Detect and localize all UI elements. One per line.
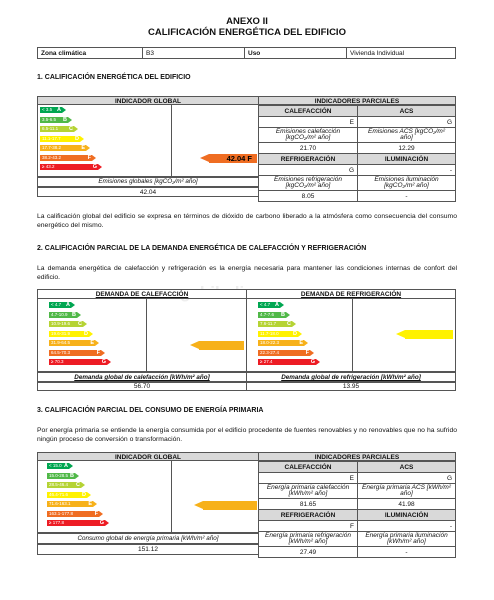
scale-letter: D <box>82 491 86 498</box>
scale-arrow-g <box>49 359 107 365</box>
scale-range: 163.1-177.8 <box>49 510 74 516</box>
scale-range: < 4.7 <box>51 302 62 307</box>
scale-range: 7.6-11.7 <box>260 321 277 326</box>
scale-range: 64.5-70.3 <box>51 349 71 355</box>
s3-acs-letter: G <box>358 473 456 484</box>
scale-range: 18.0-22.3 <box>260 340 280 345</box>
scale-range: ≥ 27.4 <box>260 359 273 364</box>
s3-ilu-letter: - <box>358 521 456 532</box>
s3-parciales-header: INDICADORES PARCIALES <box>258 452 456 461</box>
scale-range: 28.5-46.4 <box>49 482 69 487</box>
scale-range: 4.7-7.6 <box>260 311 275 317</box>
s3-ref-letter: F <box>259 521 358 532</box>
scale-arrow-c <box>258 321 292 327</box>
scale-arrow-d <box>40 136 80 142</box>
section-1-title: 1. CALIFICACIÓN ENERGÉTICA DEL EDIFICIO <box>37 74 191 81</box>
s2-cal-label: Demanda global de calefacción [kWh/m² año] <box>74 374 210 381</box>
s1-cal-label: Emisiones calefacción [kgCO₂/m² año] <box>259 128 358 143</box>
s1-cal-title: CALEFACCIÓN <box>259 106 358 117</box>
scale-letter: G <box>101 359 106 365</box>
scale-arrow-d <box>47 492 87 498</box>
scale-letter: G <box>310 359 315 365</box>
s3-ref-title: REFRIGERACIÓN <box>259 510 358 521</box>
scale-arrow-e <box>258 340 304 346</box>
s3-global-value: 151.12 <box>138 546 158 553</box>
scale-letter: D <box>75 135 79 142</box>
scale-range: < 4.7 <box>260 302 271 307</box>
s1-acs-title: ACS <box>358 106 456 117</box>
scale-arrow-c <box>49 321 83 327</box>
scale-range: < 3.5 <box>42 107 53 112</box>
s3-global-header: INDICADOR GLOBAL <box>37 452 259 461</box>
scale-letter: E <box>88 501 92 507</box>
s3-global-label: Consumo global de energía primaria [kWh/m² año] <box>77 535 219 542</box>
scale-arrow-g <box>258 359 316 365</box>
scale-letter: E <box>90 340 94 346</box>
scale-arrow-g <box>47 520 105 526</box>
s1-acs-letter: G <box>358 117 456 128</box>
zona-value: B3 <box>143 48 245 59</box>
s1-acs-value: 12.29 <box>358 143 456 154</box>
scale-arrow-b <box>258 312 286 318</box>
scale-letter: B <box>281 311 285 318</box>
s1-parciales-header: INDICADORES PARCIALES <box>258 96 456 105</box>
s3-parciales-table <box>258 461 456 558</box>
scale-letter: F <box>96 349 100 356</box>
s1-ilu-title: ILUMINACIÓN <box>358 154 456 165</box>
info-table <box>37 47 456 59</box>
scale-range: ≥ 177.8 <box>49 520 64 525</box>
scale-range: 6.5-11.1 <box>42 126 59 131</box>
scale-range: 3.5-6.5 <box>42 116 57 122</box>
scale-letter: C <box>78 321 82 327</box>
s1-ilu-label: Emisiones iluminación [kgCO₂/m² año] <box>358 176 456 191</box>
scale-range: 31.9-64.5 <box>51 340 71 345</box>
scale-letter: B <box>70 472 74 479</box>
s2-ref-value: 13.95 <box>342 383 360 390</box>
s1-global-label: Emisiones globales [kgCO₂/m² año] <box>98 178 198 185</box>
s3-cal-title: CALEFACCIÓN <box>259 462 358 473</box>
document-title: CALIFICACIÓN ENERGÉTICA DEL EDIFICIO <box>148 27 346 38</box>
scale-range: 10.9-19.6 <box>51 321 71 326</box>
s2-cal-header: DEMANDA DE CALEFACCIÓN <box>37 289 247 298</box>
annex-title: ANEXO II <box>226 16 268 27</box>
s3-ilu-label: Energía primaria iluminación [kWh/m² año] <box>358 532 456 547</box>
scale-arrow-d <box>49 331 89 337</box>
s3-rating-marker: 151.12 E <box>203 501 257 510</box>
scale-letter: A <box>66 302 70 308</box>
section-2-title: 2. CALIFICACIÓN PARCIAL DE LA DEMANDA ENERGÉTICA DE CALEFACCIÓN Y REFRIGERACIÓN <box>37 245 367 252</box>
scale-range: 11.1-17.7 <box>42 135 61 141</box>
scale-range: 71.6-163.1 <box>49 501 71 506</box>
s3-cal-letter: E <box>259 473 358 484</box>
s1-ref-letter: G <box>259 165 358 176</box>
scale-arrow-e <box>47 501 93 507</box>
scale-letter: C <box>76 482 80 488</box>
s3-acs-value: 41.98 <box>358 499 456 510</box>
uso-value: Vivienda Individual <box>347 48 456 59</box>
scale-arrow-f <box>258 350 310 356</box>
s2-ref-rating-marker: 13.95 D <box>405 330 453 339</box>
scale-range: 15.0-28.5 <box>49 472 69 478</box>
scale-arrow-b <box>49 312 77 318</box>
scale-letter: B <box>72 311 76 318</box>
s1-parciales-table <box>258 105 456 202</box>
scale-arrow-f <box>47 511 99 517</box>
s1-cal-value: 21.70 <box>259 143 358 154</box>
zona-label: Zona climática <box>38 48 143 59</box>
scale-range: 46.4-71.6 <box>49 491 69 497</box>
scale-arrow-a <box>47 463 69 469</box>
s1-note: La calificación global del edificio se expresa en términos de dióxido de carbono liberado a la atmósfera como consecuencia del consumo energético del mismo. <box>37 213 457 229</box>
scale-letter: F <box>87 154 91 161</box>
scale-letter: E <box>81 145 85 151</box>
scale-letter: F <box>305 349 309 356</box>
s1-global-header: INDICADOR GLOBAL <box>37 96 259 105</box>
s3-ilu-value: - <box>358 547 456 558</box>
s1-acs-label: Emisiones ACS [kgCO₂/m² año] <box>358 128 456 143</box>
scale-arrow-f <box>40 155 92 161</box>
s1-ilu-letter: - <box>358 165 456 176</box>
s2-cal-rating-marker: 56.7 E <box>199 341 244 350</box>
scale-letter: A <box>57 107 61 113</box>
scale-arrow-f <box>49 350 101 356</box>
scale-range: ≥ 43.2 <box>42 164 55 169</box>
s1-cal-letter: E <box>259 117 358 128</box>
s3-ref-label: Energía primaria refrigeración [kWh/m² año] <box>259 532 358 547</box>
s3-cal-value: 81.65 <box>259 499 358 510</box>
scale-letter: C <box>287 321 291 327</box>
scale-letter: D <box>293 330 297 337</box>
scale-letter: B <box>63 116 67 123</box>
scale-arrow-c <box>40 126 74 132</box>
scale-range: ≥ 70.3 <box>51 359 64 364</box>
s2-ref-label: Demanda global de refrigeración [kWh/m² año] <box>281 374 421 381</box>
scale-letter: A <box>275 302 279 308</box>
scale-arrow-a <box>49 302 71 308</box>
s1-ref-title: REFRIGERACIÓN <box>259 154 358 165</box>
scale-range: 4.7-10.9 <box>51 311 68 317</box>
scale-letter: E <box>299 340 303 346</box>
s2-intro: La demanda energética de calefacción y refrigeración es la energía necesaria para mantener las condiciones internas de confort del edificio. <box>37 265 457 281</box>
scale-arrow-e <box>49 340 95 346</box>
s2-ref-header: DEMANDA DE REFRIGERACIÓN <box>246 289 456 298</box>
s3-ref-value: 27.49 <box>259 547 358 558</box>
scale-letter: C <box>69 126 73 132</box>
scale-arrow-e <box>40 145 86 151</box>
scale-range: 11.7-18.0 <box>260 330 279 336</box>
scale-arrow-b <box>40 117 68 123</box>
s1-rating-marker: 42.04 F <box>209 154 257 163</box>
s1-ref-value: 8.05 <box>259 191 358 202</box>
s3-acs-label: Energía primaria ACS [kWh/m² año] <box>358 484 456 499</box>
scale-range: 38.2-43.2 <box>42 154 62 160</box>
scale-range: 17.7-38.2 <box>42 145 62 150</box>
scale-letter: A <box>64 463 68 469</box>
scale-arrow-a <box>40 107 62 113</box>
scale-arrow-d <box>258 331 298 337</box>
scale-range: 22.3-27.4 <box>260 349 280 355</box>
s1-ref-label: Emisiones refrigeración [kgCO₂/m² año] <box>259 176 358 191</box>
s2-cal-value: 56.70 <box>133 383 151 390</box>
scale-letter: F <box>94 510 98 517</box>
s1-ilu-value: - <box>358 191 456 202</box>
scale-arrow-g <box>40 164 98 170</box>
s1-global-value: 42.04 <box>139 189 157 196</box>
scale-arrow-c <box>47 482 81 488</box>
scale-range: < 15.0 <box>49 463 62 468</box>
scale-letter: D <box>84 330 88 337</box>
s3-intro: Por energía primaria se entiende la energía consumida por el edificio procedente de fuentes renovables y no renovables que no ha sufrido ningún proceso de conversión o transformación. <box>37 427 457 443</box>
section-3-title: 3. CALIFICACIÓN PARCIAL DEL CONSUMO DE ENERGÍA PRIMARIA <box>37 407 264 414</box>
scale-letter: G <box>92 164 97 170</box>
scale-letter: G <box>99 520 104 526</box>
s3-acs-title: ACS <box>358 462 456 473</box>
s3-cal-label: Energía primaria calefacción [kWh/m² año] <box>259 484 358 499</box>
uso-label: Uso <box>245 48 347 59</box>
s3-ilu-title: ILUMINACIÓN <box>358 510 456 521</box>
scale-arrow-a <box>258 302 280 308</box>
scale-arrow-b <box>47 473 75 479</box>
scale-range: 19.6-31.9 <box>51 330 71 336</box>
